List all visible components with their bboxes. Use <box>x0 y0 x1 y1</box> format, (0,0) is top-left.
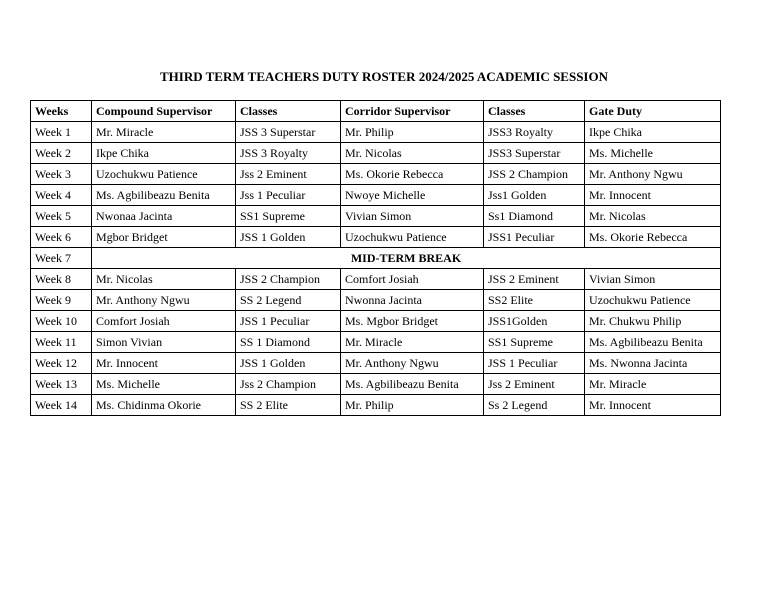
corridor-class-cell: JSS3 Royalty <box>484 122 585 143</box>
gate-duty-cell: Ms. Nwonna Jacinta <box>585 353 721 374</box>
corridor-class-cell: JSS 2 Champion <box>484 164 585 185</box>
table-row <box>31 143 721 164</box>
gate-duty-cell: Ikpe Chika <box>585 122 721 143</box>
corridor-supervisor-cell: Mr. Miracle <box>341 332 484 353</box>
compound-supervisor-cell: Ms. Michelle <box>92 374 236 395</box>
table-row <box>31 374 721 395</box>
corridor-class-cell: Ss1 Diamond <box>484 206 585 227</box>
week-cell: Week 2 <box>31 143 92 164</box>
compound-class-cell: SS 1 Diamond <box>236 332 341 353</box>
table-row <box>31 311 721 332</box>
corridor-supervisor-cell: Uzochukwu Patience <box>341 227 484 248</box>
compound-supervisor-cell: Mgbor Bridget <box>92 227 236 248</box>
corridor-supervisor-cell: Mr. Anthony Ngwu <box>341 353 484 374</box>
compound-supervisor-cell: Mr. Miracle <box>92 122 236 143</box>
week-cell: Week 7 <box>31 248 92 269</box>
gate-duty-cell: Mr. Chukwu Philip <box>585 311 721 332</box>
corridor-supervisor-cell: Mr. Nicolas <box>341 143 484 164</box>
corridor-supervisor-cell: Mr. Philip <box>341 395 484 416</box>
compound-class-cell: Jss 2 Eminent <box>236 164 341 185</box>
gate-duty-cell: Vivian Simon <box>585 269 721 290</box>
week-cell: Week 5 <box>31 206 92 227</box>
compound-supervisor-cell: Comfort Josiah <box>92 311 236 332</box>
week-cell: Week 3 <box>31 164 92 185</box>
table-row <box>31 290 721 311</box>
week-cell: Week 11 <box>31 332 92 353</box>
compound-supervisor-cell: Mr. Innocent <box>92 353 236 374</box>
compound-supervisor-cell: Mr. Nicolas <box>92 269 236 290</box>
table-row <box>31 269 721 290</box>
week-cell: Week 8 <box>31 269 92 290</box>
compound-class-cell: SS1 Supreme <box>236 206 341 227</box>
compound-class-cell: JSS 1 Golden <box>236 227 341 248</box>
column-header-corridor-classes: Classes <box>484 101 585 122</box>
table-row <box>31 164 721 185</box>
table-row <box>31 206 721 227</box>
table-row <box>31 395 721 416</box>
column-header-weeks: Weeks <box>31 101 92 122</box>
corridor-supervisor-cell: Ms. Agbilibeazu Benita <box>341 374 484 395</box>
week-cell: Week 1 <box>31 122 92 143</box>
compound-class-cell: JSS 3 Superstar <box>236 122 341 143</box>
compound-supervisor-cell: Ikpe Chika <box>92 143 236 164</box>
table-row <box>31 332 721 353</box>
gate-duty-cell: Mr. Innocent <box>585 395 721 416</box>
week-cell: Week 10 <box>31 311 92 332</box>
gate-duty-cell: Mr. Miracle <box>585 374 721 395</box>
corridor-class-cell: Jss1 Golden <box>484 185 585 206</box>
corridor-supervisor-cell: Nwoye Michelle <box>341 185 484 206</box>
gate-duty-cell: Mr. Nicolas <box>585 206 721 227</box>
compound-supervisor-cell: Ms. Agbilibeazu Benita <box>92 185 236 206</box>
table-header-row <box>31 101 721 122</box>
corridor-supervisor-cell: Vivian Simon <box>341 206 484 227</box>
compound-supervisor-cell: Mr. Anthony Ngwu <box>92 290 236 311</box>
corridor-class-cell: JSS1Golden <box>484 311 585 332</box>
corridor-supervisor-cell: Ms. Okorie Rebecca <box>341 164 484 185</box>
duty-roster-table <box>30 100 721 416</box>
corridor-supervisor-cell: Nwonna Jacinta <box>341 290 484 311</box>
corridor-supervisor-cell: Ms. Mgbor Bridget <box>341 311 484 332</box>
corridor-class-cell: SS1 Supreme <box>484 332 585 353</box>
corridor-class-cell: Ss 2 Legend <box>484 395 585 416</box>
compound-supervisor-cell: Nwonaa Jacinta <box>92 206 236 227</box>
mid-term-break-label: MID-TERM BREAK <box>92 248 721 269</box>
compound-class-cell: JSS 1 Golden <box>236 353 341 374</box>
table-row <box>31 227 721 248</box>
week-cell: Week 12 <box>31 353 92 374</box>
compound-supervisor-cell: Simon Vivian <box>92 332 236 353</box>
corridor-supervisor-cell: Mr. Philip <box>341 122 484 143</box>
compound-class-cell: Jss 2 Champion <box>236 374 341 395</box>
week-cell: Week 13 <box>31 374 92 395</box>
mid-term-break-row <box>31 248 721 269</box>
table-row <box>31 353 721 374</box>
corridor-class-cell: SS2 Elite <box>484 290 585 311</box>
week-cell: Week 6 <box>31 227 92 248</box>
column-header-gate-duty: Gate Duty <box>585 101 721 122</box>
page-title: THIRD TERM TEACHERS DUTY ROSTER 2024/2025 ACADEMIC SESSION <box>160 69 608 84</box>
gate-duty-cell: Ms. Agbilibeazu Benita <box>585 332 721 353</box>
gate-duty-cell: Uzochukwu Patience <box>585 290 721 311</box>
corridor-class-cell: Jss 2 Eminent <box>484 374 585 395</box>
compound-class-cell: JSS 1 Peculiar <box>236 311 341 332</box>
gate-duty-cell: Mr. Anthony Ngwu <box>585 164 721 185</box>
corridor-class-cell: JSS 2 Eminent <box>484 269 585 290</box>
corridor-class-cell: JSS3 Superstar <box>484 143 585 164</box>
compound-supervisor-cell: Uzochukwu Patience <box>92 164 236 185</box>
compound-supervisor-cell: Ms. Chidinma Okorie <box>92 395 236 416</box>
compound-class-cell: Jss 1 Peculiar <box>236 185 341 206</box>
gate-duty-cell: Mr. Innocent <box>585 185 721 206</box>
week-cell: Week 9 <box>31 290 92 311</box>
table-row <box>31 122 721 143</box>
week-cell: Week 4 <box>31 185 92 206</box>
corridor-class-cell: JSS1 Peculiar <box>484 227 585 248</box>
column-header-corridor-supervisor: Corridor Supervisor <box>341 101 484 122</box>
table-body <box>31 122 721 416</box>
compound-class-cell: SS 2 Elite <box>236 395 341 416</box>
column-header-compound-supervisor: Compound Supervisor <box>92 101 236 122</box>
table-row <box>31 185 721 206</box>
compound-class-cell: JSS 2 Champion <box>236 269 341 290</box>
corridor-supervisor-cell: Comfort Josiah <box>341 269 484 290</box>
compound-class-cell: JSS 3 Royalty <box>236 143 341 164</box>
compound-class-cell: SS 2 Legend <box>236 290 341 311</box>
week-cell: Week 14 <box>31 395 92 416</box>
corridor-class-cell: JSS 1 Peculiar <box>484 353 585 374</box>
column-header-compound-classes: Classes <box>236 101 341 122</box>
gate-duty-cell: Ms. Okorie Rebecca <box>585 227 721 248</box>
gate-duty-cell: Ms. Michelle <box>585 143 721 164</box>
